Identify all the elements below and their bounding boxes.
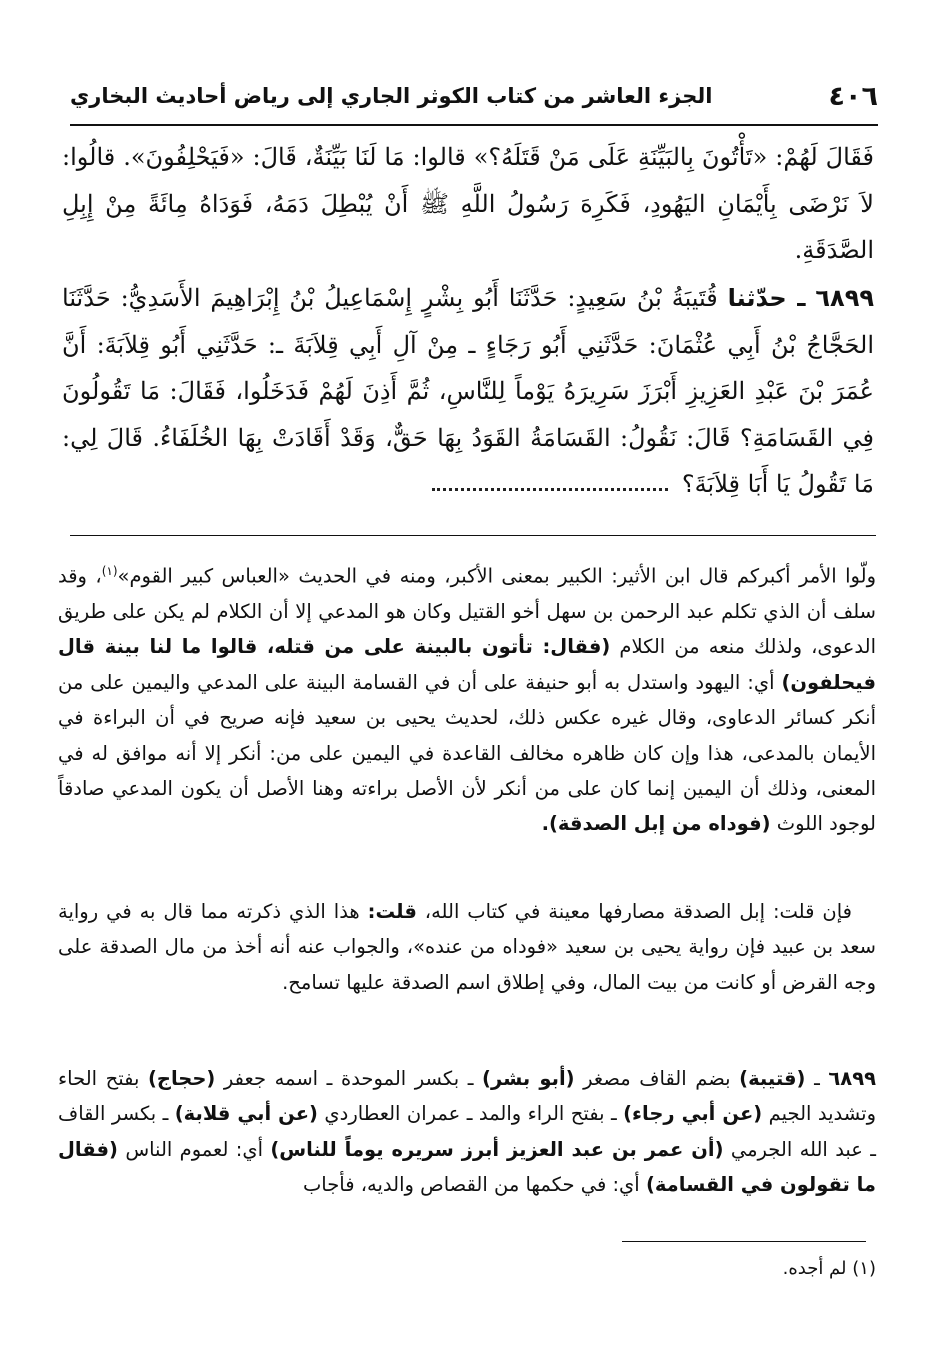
running-title: الجزء العاشر من كتاب الكوثر الجاري إلى رياض أحاديث البخاري (70, 84, 713, 108)
commentary-quote: (قتيبة) (739, 1067, 806, 1090)
commentary-text: أي: اليهود واستدل به أبو حنيفة على أن في القسامة البينة على المدعي واليمين على من أنكر كسائر الدعاوى، وقال غيره عكس ذلك، لحديث يحيى بن سعيد فإنه صريح في أن البراءة في الأيمان بالمدعى، هذا وإن كان ظاهره مخالف القاعدة في اليمين على من: أنكر إلا أنه موافق له في المعنى، وذلك أن اليمين إنما كان على من أنكر لأن الأصل براءته وهنا الأصل أن يكون المدعي صادقاً لوجود اللوث (58, 670, 876, 836)
commentary-text: ـ (814, 1067, 820, 1090)
continuation-dots (432, 480, 668, 491)
commentary-quote: (عن أبي قلابة) (174, 1102, 318, 1126)
footnote-text: لم أجده. (782, 1258, 847, 1279)
commentary-text: أي: لعموم الناس (125, 1137, 263, 1161)
commentary-text: ولّوا الأمر أكبركم قال ابن الأثير: الكبير بمعنى الأكبر، ومنه في الحديث «العباس كبير القوم» (117, 564, 876, 588)
commentary-hadith-number: ٦٨٩٩ (828, 1067, 876, 1090)
commentary-paragraph-1 (58, 554, 876, 842)
commentary-quote: (أن عمر بن عبد العزيز أبرز سريره يوماً للناس) (270, 1137, 724, 1161)
hadith-continuation-text: فَقَالَ لَهُمْ: «تَأْتُونَ بِالبَيِّنَةِ عَلَى مَنْ قَتَلَهُ؟» قالوا: مَا لَنَا بَيِّنَةٌ، قَالَ: «فَيَحْلِفُونَ». قالُوا: لاَ نَرْضَى بِأَيْمَانِ اليَهُودِ، فَكَرِهَ رَسُولُ اللَّهِ ﷺ أَنْ يُبْطِلَ دَمَهُ، فَوَدَاهُ مِائَةً مِنْ إِبِلِ الصَّدَقَةِ. (62, 143, 874, 264)
commentary-quote: قلت: (367, 900, 417, 923)
commentary-paragraph-3 (58, 1061, 876, 1203)
commentary-text: ـ بفتح الراء والمد ـ عمران العطاردي (324, 1102, 617, 1126)
commentary-text: بضم القاف مصغر (583, 1067, 731, 1090)
footnote (783, 1258, 876, 1279)
commentary-text: بفتح الحاء وتشديد الجيم (58, 1067, 877, 1126)
commentary-quote: (فوداه من إبل الصدقة). (541, 812, 771, 836)
commentary-text: ـ بكسر القاف ـ عبد الله الجرمي (58, 1102, 876, 1161)
hadith-6899 (62, 275, 874, 508)
commentary-text: فإن قلت: إبل الصدقة مصارفها معينة في كتاب الله، (424, 900, 852, 923)
hadith-lead: ـ حدّثنا (727, 284, 806, 312)
page-header (70, 70, 878, 122)
commentary-paragraph-2 (58, 894, 876, 1000)
commentary-quote: (عن أبي رجاء) (623, 1102, 763, 1126)
commentary-text: هذا الذي ذكرته مما قال به في رواية سعد بن عبيد فإن رواية يحيى بن سعيد «فوداه من عنده»، والجواب عنه أنه أخذ من مال الصدقة على وجه القرض أو كانت من بيت المال، وفي إطلاق اسم الصدقة عليها تسامح. (58, 900, 876, 994)
commentary-text: ـ بكسر الموحدة ـ اسمه جعفر (223, 1067, 474, 1090)
header-rule (70, 124, 878, 126)
hadith-number: ٦٨٩٩ (815, 284, 874, 312)
text-commentary-separator (70, 535, 876, 536)
hadith-continuation (62, 134, 874, 274)
commentary-quote: (فقال: تأتون بالبينة على من قتله، قالوا ما لنا بينة قال فيحلفون) (58, 635, 876, 694)
hadith-text: قُتَيبَةُ بْنُ سَعِيدٍ: حَدَّثَنَا أَبُو بِشْرٍ إِسْمَاعِيلُ بْنُ إِبْرَاهِيمَ الأَسَدِيُّ: حَدَّثَنَا الحَجَّاجُ بْنُ أَبِي عُثْمَانَ: حَدَّثَنِي أَبُو رَجَاءٍ ـ مِنْ آلِ أَبِي قِلاَبَةَ ـ: حَدَّثَنِي أَبُو قِلاَبَةَ: أَنَّ عُمَرَ بْنَ عَبْدِ العَزِيزِ أَبْرَزَ سَرِيرَهُ يَوْماً لِلنَّاسِ، ثُمَّ أَذِنَ لَهُمْ فَدَخَلُوا، فَقَالَ: مَا تَقُولُونَ فِي القَسَامَةِ؟ قَالَ: نَقُولُ: القَسَامَةُ القَوَدُ بِهَا حَقٌّ، وَقَدْ أَقَادَتْ بِهَا الخُلَفَاءُ. قَالَ لِي: مَا تَقُولُ يَا أَبَا قِلاَبَةَ؟ (62, 284, 874, 498)
page-number: ٤٠٦ (828, 80, 878, 112)
commentary-text: أي: في حكمها من القصاص والديه، فأجاب (302, 1173, 640, 1197)
commentary-quote: (أبو بشر) (482, 1067, 575, 1090)
commentary-quote: (حجاج) (148, 1067, 216, 1090)
footnote-reference: (١) (101, 564, 118, 578)
commentary-text: ، وقد سلف أن الذي تكلم عبد الرحمن بن سهل أخو القتيل وكان هو المدعي إلا أن الكلام لم يكن على طريق الدعوى، ولذلك منعه من الكلام (58, 564, 876, 659)
footnote-rule (622, 1241, 866, 1242)
footnote-marker: (١) (852, 1258, 876, 1279)
commentary-quote: (فقال ما تقولون في القسامة) (58, 1137, 876, 1197)
